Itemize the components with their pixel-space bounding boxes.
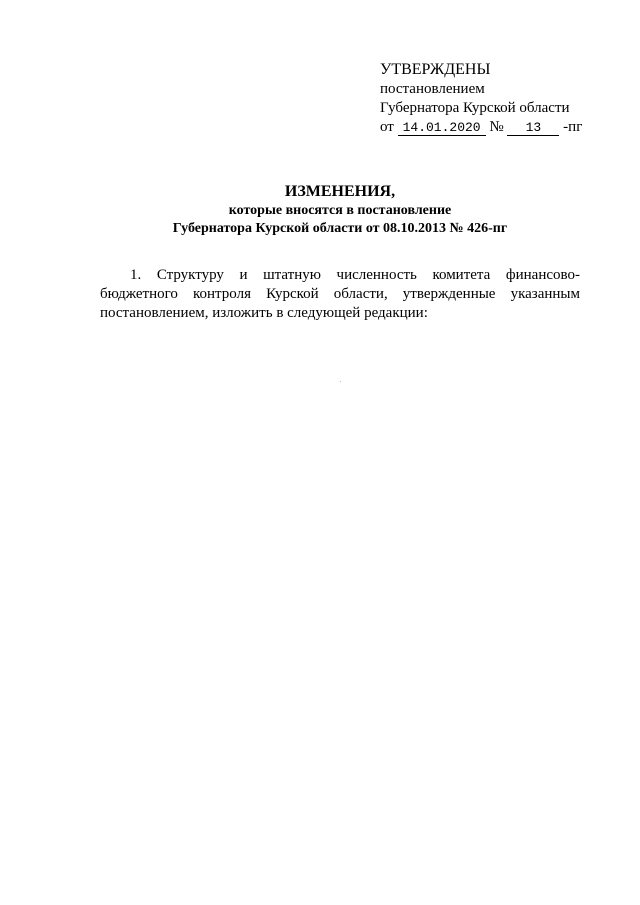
resolution-label: постановлением [380,81,485,97]
governor-label: Губернатора Курской области [380,100,570,116]
heading-line-2: Губернатора Курской области от 08.10.2013 № 426-пг [172,221,508,236]
approval-stamp [380,60,600,137]
number-suffix: -пг [563,119,583,135]
number-sign: № [489,119,504,135]
date-prefix: от [380,119,394,135]
approval-number: 13 [507,121,559,136]
approved-label: УТВЕРЖДЕНЫ [380,61,491,78]
approval-date: 14.01.2020 [398,121,486,136]
document-heading [100,182,580,238]
scan-speck [340,381,341,382]
paragraph-1: 1. Структуру и штатную численность комитета финансово-бюджетного контроля Курской области, утвержденные указанным постановлением, изложить в следующей редакции: [100,267,580,321]
date-number-line [380,118,600,137]
heading-title: ИЗМЕНЕНИЯ, [284,183,396,200]
heading-line-1: которые вносятся в постановление [228,203,452,218]
